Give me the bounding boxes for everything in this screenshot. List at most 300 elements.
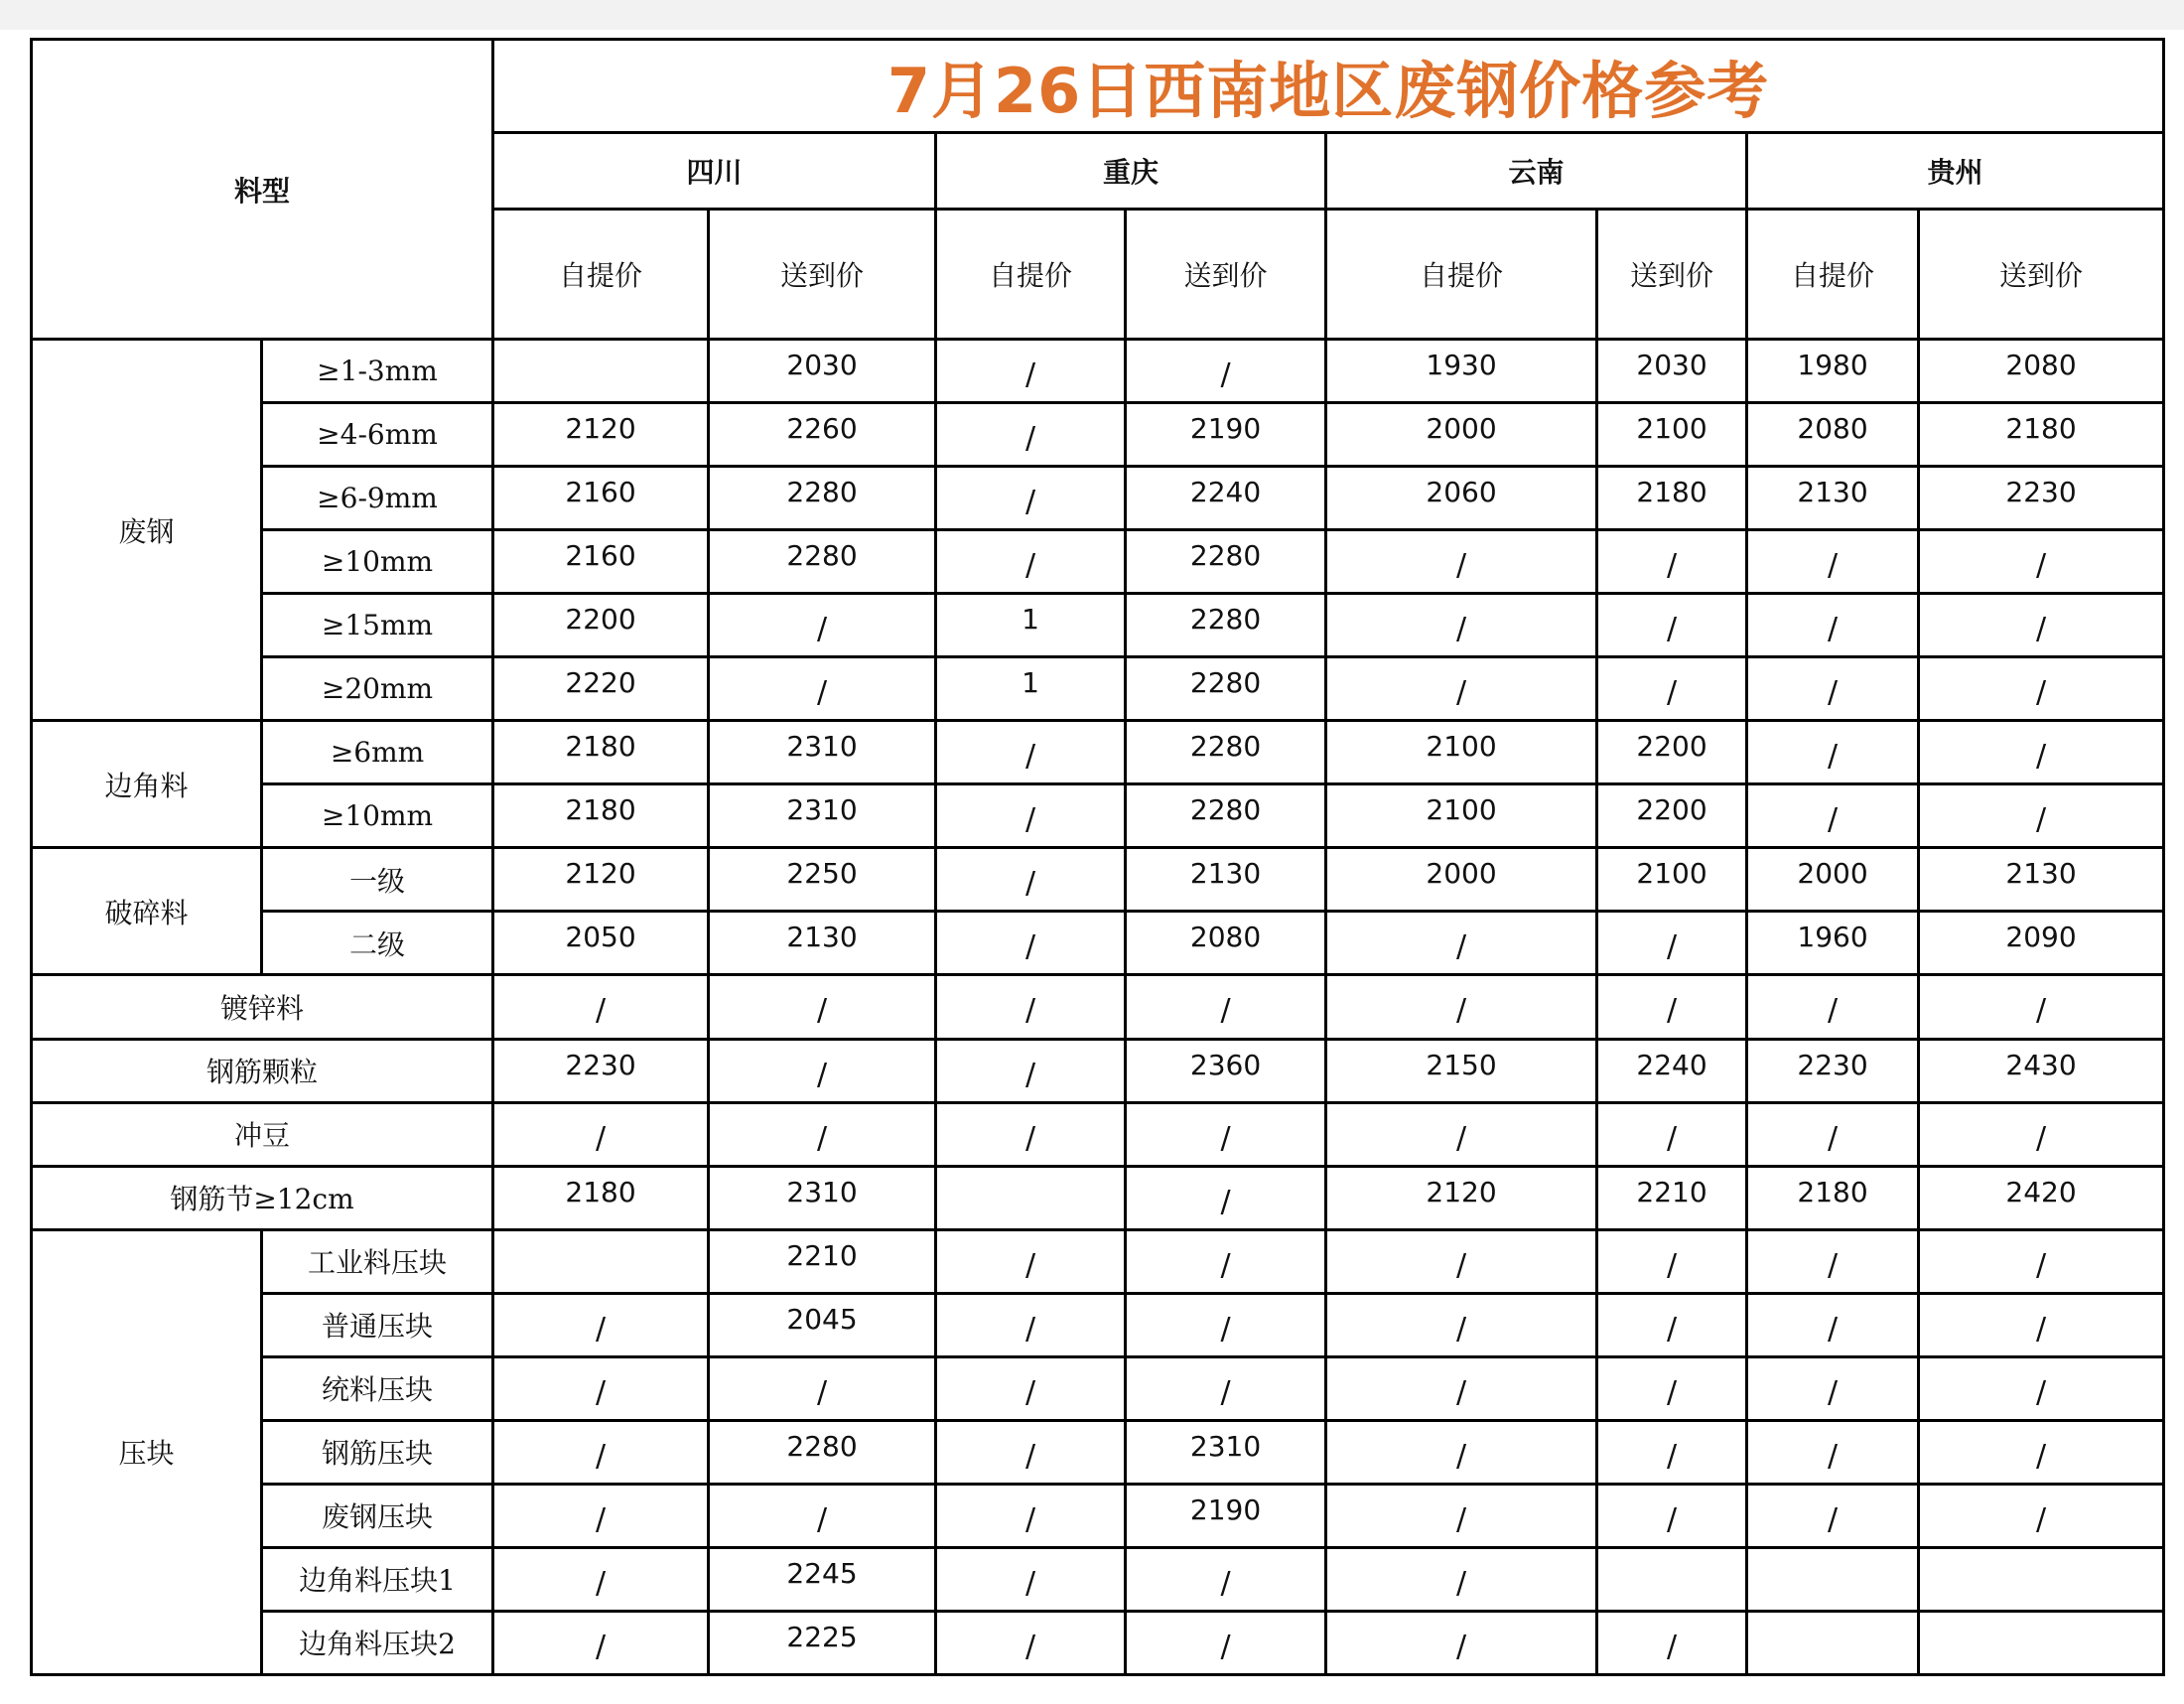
table-row	[32, 975, 2164, 1039]
price-cell	[493, 530, 709, 594]
category-label: 压块	[32, 1229, 262, 1674]
price-value: 1930	[1426, 349, 1497, 382]
price-value: 2130	[1797, 476, 1868, 509]
price-cell	[709, 1039, 936, 1102]
price-cell	[493, 1166, 709, 1229]
table-row	[32, 1547, 2164, 1611]
price-value: /	[2035, 993, 2047, 1029]
price-cell	[1597, 1547, 1747, 1611]
price-value: /	[1455, 1120, 1467, 1156]
price-cell	[1747, 1611, 1919, 1674]
price-cell	[1919, 657, 2164, 721]
price-value: /	[1220, 1247, 1231, 1283]
table-row	[32, 721, 2164, 784]
table-row	[32, 912, 2164, 975]
price-cell	[1747, 1166, 1919, 1229]
price-cell	[1919, 467, 2164, 530]
price-value: /	[1024, 993, 1036, 1029]
price-value: 2180	[565, 793, 636, 827]
price-value: /	[816, 612, 828, 647]
price-value: /	[1455, 993, 1467, 1029]
price-cell	[1126, 1547, 1326, 1611]
price-value: 2245	[786, 1556, 858, 1590]
price-value: 2100	[1636, 857, 1707, 891]
spec-label: 边角料压块1	[262, 1547, 493, 1611]
table-row	[32, 657, 2164, 721]
price-cell	[1747, 403, 1919, 467]
price-cell	[493, 1229, 709, 1293]
price-cell	[1597, 657, 1747, 721]
price-value: 2060	[1426, 476, 1497, 509]
table-row	[32, 1293, 2164, 1356]
price-cell	[1919, 1356, 2164, 1420]
price-value: 2280	[1189, 666, 1262, 700]
price-value: /	[1024, 1311, 1036, 1347]
price-value: /	[595, 1501, 607, 1537]
price-cell	[1919, 530, 2164, 594]
price-value: 2280	[1189, 793, 1262, 827]
price-cell	[1326, 1229, 1597, 1293]
price-value: /	[1666, 1311, 1678, 1347]
price-cell	[1747, 657, 1919, 721]
price-cell	[493, 1484, 709, 1547]
price-cell	[709, 721, 936, 784]
table-row	[32, 1611, 2164, 1674]
price-value: /	[1024, 1629, 1036, 1664]
spec-label: ≥20mm	[262, 657, 493, 721]
price-cell	[1747, 1356, 1919, 1420]
price-value: /	[595, 1311, 607, 1347]
table-row	[32, 848, 2164, 912]
price-value: 2030	[1636, 349, 1707, 382]
price-cell	[1126, 1102, 1326, 1166]
price-cell	[936, 1356, 1126, 1420]
price-cell	[493, 657, 709, 721]
price-value: 2200	[1636, 793, 1707, 827]
spec-label: ≥10mm	[262, 530, 493, 594]
price-value: 2310	[1189, 1429, 1262, 1463]
price-cell	[1597, 340, 1747, 403]
price-value: /	[1666, 1629, 1678, 1664]
price-cell	[493, 1611, 709, 1674]
price-value: /	[2035, 739, 2047, 775]
price-cell	[1597, 975, 1747, 1039]
price-cell	[1326, 657, 1597, 721]
price-value: /	[1827, 1120, 1839, 1156]
price-cell	[1326, 1547, 1597, 1611]
table-row	[32, 1166, 2164, 1229]
price-value: /	[595, 1120, 607, 1156]
price-cell	[1126, 1039, 1326, 1102]
price-value: /	[1827, 1438, 1839, 1474]
price-cell	[936, 1420, 1126, 1484]
price-cell	[1919, 721, 2164, 784]
price-value: /	[1455, 1629, 1467, 1664]
price-value: 2100	[1426, 793, 1497, 827]
price-cell	[936, 848, 1126, 912]
price-value: 2210	[1636, 1175, 1707, 1208]
price-value: /	[1827, 612, 1839, 647]
price-cell	[936, 1229, 1126, 1293]
price-value: /	[595, 1438, 607, 1474]
price-value: /	[1827, 993, 1839, 1029]
price-value: 2050	[565, 921, 636, 954]
price-value: 2310	[786, 793, 858, 827]
price-value: /	[1024, 357, 1036, 393]
price-type-header: 自提价	[1747, 210, 1919, 340]
price-cell	[1747, 912, 1919, 975]
spec-label: ≥6mm	[262, 721, 493, 784]
price-cell	[493, 848, 709, 912]
price-cell	[709, 975, 936, 1039]
price-cell	[1919, 848, 2164, 912]
price-value: /	[1024, 1565, 1036, 1601]
spec-label: 普通压块	[262, 1293, 493, 1356]
price-cell	[1747, 467, 1919, 530]
title-row	[32, 40, 2164, 133]
top-strip	[0, 0, 2184, 30]
price-cell	[1126, 975, 1326, 1039]
price-value: 2120	[565, 857, 636, 891]
price-cell	[1326, 1420, 1597, 1484]
price-type-header: 送到价	[1126, 210, 1326, 340]
price-value: 2080	[1797, 412, 1868, 446]
price-cell	[1747, 848, 1919, 912]
price-cell	[1747, 594, 1919, 657]
price-cell	[1919, 1484, 2164, 1547]
price-cell	[936, 467, 1126, 530]
price-cell	[493, 912, 709, 975]
price-cell	[1597, 1356, 1747, 1420]
price-value: /	[1827, 1501, 1839, 1537]
price-value: /	[1220, 993, 1231, 1029]
price-cell	[1326, 1356, 1597, 1420]
category-label: 边角料	[32, 721, 262, 848]
price-cell	[1919, 1611, 2164, 1674]
price-value: 2090	[2005, 921, 2077, 954]
price-value: 2280	[1189, 539, 1262, 573]
price-cell	[1126, 1166, 1326, 1229]
price-value: 2420	[2005, 1175, 2077, 1208]
price-type-header: 自提价	[493, 210, 709, 340]
price-cell	[1126, 848, 1326, 912]
price-value: 2180	[565, 730, 636, 764]
price-cell	[1919, 1166, 2164, 1229]
price-value: /	[1220, 357, 1231, 393]
spec-label: 钢筋压块	[262, 1420, 493, 1484]
table-row	[32, 530, 2164, 594]
price-cell	[709, 594, 936, 657]
spec-label: 废钢压块	[262, 1484, 493, 1547]
price-cell	[493, 975, 709, 1039]
price-cell	[1326, 721, 1597, 784]
price-value: 2000	[1426, 857, 1497, 891]
price-value: 2190	[1189, 412, 1262, 446]
price-type-header: 送到价	[1919, 210, 2164, 340]
price-cell	[1747, 1420, 1919, 1484]
price-value: /	[816, 675, 828, 711]
price-value: 2190	[1189, 1492, 1262, 1526]
price-cell	[1126, 1484, 1326, 1547]
spec-label: ≥4-6mm	[262, 403, 493, 467]
price-cell	[1747, 1229, 1919, 1293]
price-cell	[936, 1547, 1126, 1611]
price-value: /	[2035, 1120, 2047, 1156]
price-cell	[709, 657, 936, 721]
material-type-header: 料型	[32, 40, 493, 340]
price-value: /	[1827, 1311, 1839, 1347]
spec-label: 统料压块	[262, 1356, 493, 1420]
price-value: /	[1666, 548, 1678, 584]
price-cell	[709, 1166, 936, 1229]
price-value: 2120	[565, 412, 636, 446]
price-value: 1	[1022, 603, 1039, 637]
price-value: 2280	[786, 476, 858, 509]
price-value: 2280	[786, 539, 858, 573]
price-cell	[1597, 912, 1747, 975]
material-label: 钢筋节≥12cm	[32, 1166, 493, 1229]
table-title: 7月26日西南地区废钢价格参考	[887, 55, 1770, 128]
price-value: 2000	[1426, 412, 1497, 446]
price-cell	[1597, 721, 1747, 784]
price-cell	[1126, 1420, 1326, 1484]
price-cell	[1126, 721, 1326, 784]
price-value: /	[2035, 802, 2047, 838]
price-cell	[1919, 340, 2164, 403]
price-cell	[1919, 1039, 2164, 1102]
price-cell	[1326, 467, 1597, 530]
table-row	[32, 403, 2164, 467]
price-value: /	[1455, 1247, 1467, 1283]
price-cell	[1126, 1293, 1326, 1356]
price-value: 2360	[1189, 1048, 1262, 1081]
price-value: /	[1220, 1565, 1231, 1601]
price-cell	[709, 1547, 936, 1611]
price-cell	[493, 784, 709, 848]
price-cell	[1919, 1229, 2164, 1293]
price-cell	[1126, 1611, 1326, 1674]
price-cell	[1597, 1229, 1747, 1293]
table-row	[32, 1484, 2164, 1547]
price-cell	[1326, 530, 1597, 594]
price-cell	[936, 403, 1126, 467]
price-value: /	[1024, 548, 1036, 584]
price-cell	[936, 975, 1126, 1039]
price-value: 2130	[2005, 857, 2077, 891]
price-cell	[1326, 594, 1597, 657]
price-value: 2100	[1636, 412, 1707, 446]
price-value: 2150	[1426, 1048, 1497, 1081]
price-value: /	[1024, 1120, 1036, 1156]
price-value: 2100	[1426, 730, 1497, 764]
price-cell	[1919, 975, 2164, 1039]
price-value: 2250	[786, 857, 858, 891]
price-cell	[1126, 784, 1326, 848]
price-value: 2280	[786, 1429, 858, 1463]
material-label: 镀锌料	[32, 975, 493, 1039]
price-value: /	[1024, 1374, 1036, 1410]
price-value: /	[1666, 1438, 1678, 1474]
spec-label: ≥1-3mm	[262, 340, 493, 403]
price-cell	[1126, 340, 1326, 403]
price-value: /	[1024, 1057, 1036, 1092]
price-cell	[1326, 784, 1597, 848]
price-value: 2210	[786, 1238, 858, 1272]
price-value: /	[816, 1057, 828, 1092]
price-cell	[493, 1293, 709, 1356]
price-cell	[709, 848, 936, 912]
price-cell	[1919, 1102, 2164, 1166]
price-cell	[1126, 912, 1326, 975]
price-value: /	[816, 1374, 828, 1410]
price-value: /	[1666, 1374, 1678, 1410]
table-row	[32, 1420, 2164, 1484]
price-value: /	[1455, 548, 1467, 584]
spec-label: ≥6-9mm	[262, 467, 493, 530]
price-cell	[709, 912, 936, 975]
spec-label: 工业料压块	[262, 1229, 493, 1293]
price-value: /	[1455, 1565, 1467, 1601]
price-cell	[1597, 403, 1747, 467]
price-cell	[1326, 975, 1597, 1039]
price-value: 2310	[786, 730, 858, 764]
price-value: /	[1666, 1501, 1678, 1537]
price-cell	[493, 1356, 709, 1420]
price-cell	[1126, 530, 1326, 594]
price-value: /	[1666, 929, 1678, 965]
price-value: /	[1666, 993, 1678, 1029]
price-cell	[1919, 594, 2164, 657]
price-value: /	[1827, 675, 1839, 711]
price-cell	[493, 1039, 709, 1102]
price-value: 2130	[786, 921, 858, 954]
price-cell	[1747, 1293, 1919, 1356]
material-label: 冲豆	[32, 1102, 493, 1166]
price-value: /	[1455, 1374, 1467, 1410]
price-value: 2030	[786, 349, 858, 382]
price-cell	[493, 467, 709, 530]
price-cell	[1126, 1356, 1326, 1420]
price-cell	[1747, 721, 1919, 784]
region-header-yunnan: 云南	[1326, 133, 1747, 210]
price-value: /	[1220, 1120, 1231, 1156]
price-cell	[709, 467, 936, 530]
spec-label: 二级	[262, 912, 493, 975]
price-value: 2280	[1189, 603, 1262, 637]
spec-label: ≥15mm	[262, 594, 493, 657]
price-value: 2430	[2005, 1048, 2077, 1081]
material-label: 钢筋颗粒	[32, 1039, 493, 1102]
price-cell	[1919, 1293, 2164, 1356]
price-cell	[709, 1293, 936, 1356]
price-cell	[1747, 1547, 1919, 1611]
price-cell	[1326, 1166, 1597, 1229]
price-cell	[493, 1547, 709, 1611]
price-cell	[1326, 1102, 1597, 1166]
price-value: /	[1827, 548, 1839, 584]
price-value: /	[1827, 802, 1839, 838]
price-value: 2180	[565, 1175, 636, 1208]
price-cell	[1597, 594, 1747, 657]
price-cell	[1919, 912, 2164, 975]
spec-label: ≥10mm	[262, 784, 493, 848]
price-value: 2120	[1426, 1175, 1497, 1208]
price-cell	[709, 1611, 936, 1674]
price-cell	[1597, 784, 1747, 848]
price-cell	[709, 530, 936, 594]
price-value: /	[816, 1120, 828, 1156]
price-value: 2080	[2005, 349, 2077, 382]
price-value: 2180	[1636, 476, 1707, 509]
price-cell	[1747, 784, 1919, 848]
price-value: /	[1666, 1247, 1678, 1283]
price-cell	[493, 403, 709, 467]
price-value: /	[2035, 675, 2047, 711]
price-value: /	[1024, 739, 1036, 775]
price-cell	[1919, 403, 2164, 467]
price-value: /	[1666, 612, 1678, 647]
price-cell	[1597, 1611, 1747, 1674]
price-value: /	[2035, 548, 2047, 584]
price-cell	[1747, 340, 1919, 403]
price-value: 2280	[1189, 730, 1262, 764]
price-cell	[1126, 1229, 1326, 1293]
price-cell	[1919, 784, 2164, 848]
price-value: /	[2035, 1247, 2047, 1283]
price-value: /	[1220, 1374, 1231, 1410]
region-header-guizhou: 贵州	[1747, 133, 2164, 210]
spec-label: 一级	[262, 848, 493, 912]
price-cell	[1597, 467, 1747, 530]
price-value: 1960	[1797, 921, 1868, 954]
price-cell	[493, 721, 709, 784]
table-row	[32, 467, 2164, 530]
price-value: 2160	[565, 476, 636, 509]
price-value: /	[1455, 675, 1467, 711]
price-value: /	[1666, 675, 1678, 711]
price-value: /	[595, 1374, 607, 1410]
price-cell	[709, 340, 936, 403]
price-value: 2260	[786, 412, 858, 446]
price-cell	[1747, 975, 1919, 1039]
price-cell	[936, 1293, 1126, 1356]
price-value: /	[1024, 1247, 1036, 1283]
price-value: 1980	[1797, 349, 1868, 382]
price-cell	[709, 784, 936, 848]
price-value: 2045	[786, 1302, 858, 1336]
price-value: /	[1024, 1438, 1036, 1474]
price-cell	[1126, 657, 1326, 721]
price-cell	[709, 403, 936, 467]
price-value: /	[1455, 1501, 1467, 1537]
price-value: /	[1024, 866, 1036, 902]
price-value: 2180	[2005, 412, 2077, 446]
price-cell	[936, 784, 1126, 848]
price-cell	[936, 530, 1126, 594]
price-cell	[936, 1166, 1126, 1229]
price-value: /	[1827, 1247, 1839, 1283]
price-cell	[1126, 403, 1326, 467]
price-value: /	[2035, 1438, 2047, 1474]
price-cell	[1747, 530, 1919, 594]
price-value: /	[816, 1501, 828, 1537]
price-value: /	[1220, 1311, 1231, 1347]
price-value: /	[1455, 929, 1467, 965]
price-value: 1	[1022, 666, 1039, 700]
price-value: /	[1024, 802, 1036, 838]
price-value: 2200	[565, 603, 636, 637]
price-value: 2230	[1797, 1048, 1868, 1081]
